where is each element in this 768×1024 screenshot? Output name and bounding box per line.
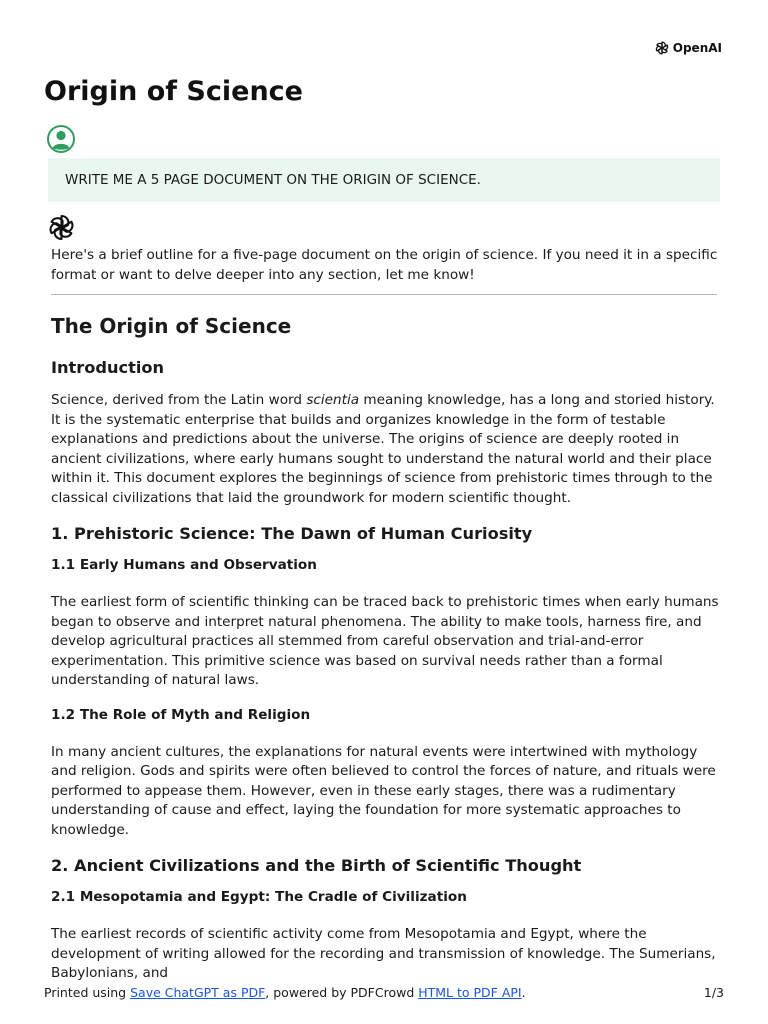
- introduction-paragraph: [51, 391, 719, 508]
- save-chatgpt-pdf-link[interactable]: Save ChatGPT as PDF: [130, 985, 266, 1000]
- response-heading: The Origin of Science: [51, 314, 292, 338]
- html-to-pdf-api-link[interactable]: HTML to PDF API: [418, 985, 522, 1000]
- section2-heading: 2. Ancient Civilizations and the Birth of Scientific Thought: [51, 856, 582, 875]
- chatgpt-logo-icon: [47, 213, 76, 242]
- section1-1-paragraph: The earliest form of scientific thinking can be traced back to prehistoric times when early humans began to observe and interpret natural phenomena. The ability to make tools, harness fire, and develop agricultural practices all stemmed from careful observation and trial-and-error experimentation. This primitive science was based on survival needs rather than a formal understanding of natural laws.: [51, 594, 719, 688]
- brand-name: OpenAI: [672, 41, 722, 55]
- page-footer: [44, 985, 724, 1000]
- introduction-heading: Introduction: [51, 358, 165, 377]
- section1-2-heading: 1.2 The Role of Myth and Religion: [51, 706, 311, 723]
- openai-logo-icon: [654, 40, 670, 56]
- user-prompt-text: WRITE ME A 5 PAGE DOCUMENT ON THE ORIGIN OF SCIENCE.: [65, 172, 481, 188]
- section2-1-paragraph: The earliest records of scientific activity come from Mesopotamia and Egypt, where the development of writing allowed for the recording and transmission of knowledge. The Sumerians, Babylonians, and: [51, 926, 716, 981]
- page-title: Origin of Science: [44, 76, 303, 107]
- user-prompt: [48, 158, 720, 202]
- section1-heading: 1. Prehistoric Science: The Dawn of Human Curiosity: [51, 524, 533, 543]
- assistant-response: [51, 246, 719, 1000]
- page-number: 1/3: [703, 985, 724, 1000]
- intro-text-after: meaning knowledge, has a long and storied history. It is the systematic enterprise that builds and organizes knowledge in the form of testable explanations and predictions about the universe. The origins of science are deeply rooted in ancient civilizations, where early humans sought to understand the natural world and their place within it. This document explores the beginnings of science from prehistoric times through to the classical civilizations that laid the groundwork for modern scientific thought.: [51, 392, 715, 506]
- section1-1-heading: 1.1 Early Humans and Observation: [51, 557, 317, 573]
- footer-suffix: .: [521, 985, 526, 1000]
- footer-middle: , powered by PDFCrowd: [265, 985, 419, 1000]
- section2-1-heading: 2.1 Mesopotamia and Egypt: The Cradle of Civilization: [51, 889, 467, 905]
- footer-credit: [44, 985, 526, 1000]
- intro-term: scientia: [306, 392, 360, 408]
- divider: [51, 294, 717, 295]
- intro-text-before: Science, derived from the Latin word: [51, 392, 307, 408]
- openai-brand: [654, 40, 722, 56]
- user-avatar-icon: [46, 124, 76, 154]
- footer-prefix: Printed using: [44, 985, 131, 1000]
- section1-2-paragraph: In many ancient cultures, the explanations for natural events were intertwined with mythology and religion. Gods and spirits were often believed to control the forces of nature, and rituals were performed to appease them. However, even in these early stages, there was a rudimentary understanding of cause and effect, laying the foundation for more systematic approaches to knowledge.: [51, 743, 716, 838]
- response-intro: Here's a brief outline for a five-page document on the origin of science. If you need it in a specific format or want to delve deeper into any section, let me know!: [51, 247, 718, 283]
